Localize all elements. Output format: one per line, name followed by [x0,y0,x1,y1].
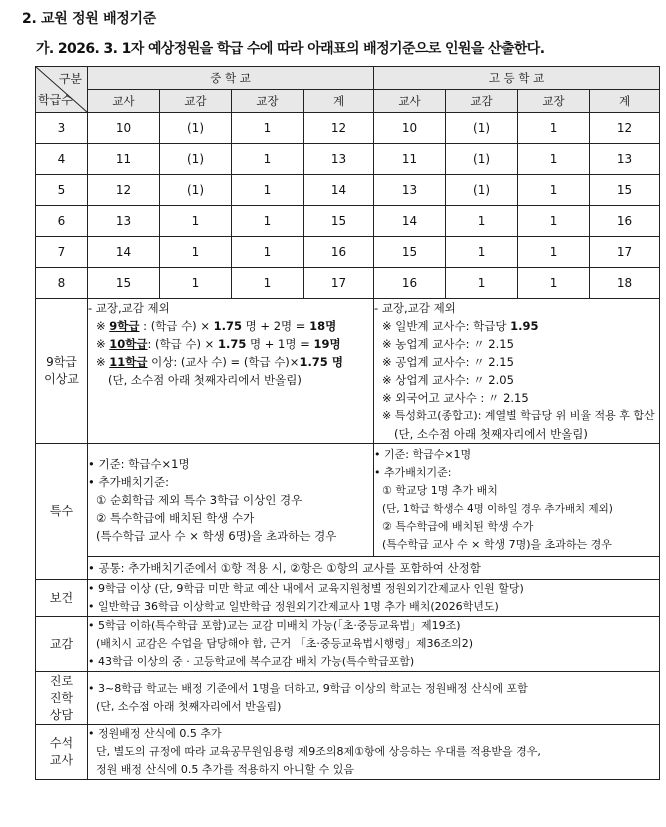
column-header: 교사 [374,90,446,113]
table-row [36,206,660,237]
cell-value: 15 [88,268,160,299]
cell-value: 1 [446,206,518,237]
column-header: 교감 [446,90,518,113]
vice-principal-row [36,617,660,672]
cell-value: 15 [304,206,374,237]
cell-value: 1 [518,206,590,237]
cell-value: 12 [304,113,374,144]
cell-value: (1) [160,113,232,144]
career-row [36,672,660,725]
class-count: 7 [36,237,88,268]
class-count: 3 [36,113,88,144]
special-middle-school: • 기준: 학급수×1명 • 추가배치기준: ① 순회학급 제외 특수 3학급 이상인 경우 ② 특수학급에 배치된 학생 수가 (특수학급 교사 수 × 학생 6명)을 초과하는 경우 [88,444,374,557]
cell-value: 1 [518,237,590,268]
over9-middle-school: - 교장,교감 제외 ※ 9학급 : (학급 수) × 1.75 명 + 2명 = 18명 ※ 10학급: (학급 수) × 1.75 명 + 1명 = 19명 ※ 11학급 이상: (교사 수) = (학급 수)×1.75 명 (단, 소수점 아래 첫째자리에서 반올림) [88,299,374,444]
cell-value: 17 [304,268,374,299]
table-row [36,175,660,206]
head-teacher-row [36,725,660,780]
cell-value: 14 [304,175,374,206]
column-header: 계 [304,90,374,113]
column-header: 교사 [88,90,160,113]
health-row [36,580,660,617]
column-header: 교장 [232,90,304,113]
corner-header [36,67,88,113]
cell-value: 14 [374,206,446,237]
over9-label: 9학급 이상교 [36,299,88,444]
table-row [36,237,660,268]
cell-value: 1 [232,206,304,237]
cell-value: 16 [304,237,374,268]
column-header: 교장 [518,90,590,113]
table-row [36,144,660,175]
cell-value: 1 [518,113,590,144]
cell-value: 13 [374,175,446,206]
over9-row [36,299,660,444]
corner-top-label: 구분 [58,72,82,86]
cell-value: (1) [160,144,232,175]
cell-value: 1 [232,237,304,268]
special-high-school: • 기준: 학급수×1명 • 추가배치기준: ① 학교당 1명 추가 배치 (단, 1학급 학생수 4명 이하일 경우 추가배치 제외) ② 특수학급에 배치된 학생 수가 (특수학급 교사 수 × 학생 7명)을 초과하는 경우 [374,444,660,557]
cell-value: 1 [518,175,590,206]
cell-value: 12 [590,113,660,144]
cell-value: 11 [88,144,160,175]
cell-value: 1 [160,206,232,237]
high-school-header: 고 등 학 교 [374,67,660,90]
cell-value: (1) [446,113,518,144]
cell-value: 10 [88,113,160,144]
cell-value: 17 [590,237,660,268]
cell-value: 18 [590,268,660,299]
section-heading: 2. 교원 정원 배정기준 [22,11,156,27]
cell-value: 1 [232,113,304,144]
class-count: 8 [36,268,88,299]
table-row [36,268,660,299]
career-content: • 3~8학급 학교는 배정 기준에서 1명을 더하고, 9학급 이상의 학교는 정원배정 산식에 포함 (단, 소수점 아래 첫째자리에서 반올림) [88,672,660,725]
cell-value: 16 [590,206,660,237]
health-label: 보건 [36,580,88,617]
cell-value: 10 [374,113,446,144]
cell-value: 13 [590,144,660,175]
special-row [36,444,660,557]
corner-bottom-label: 학급수 [38,93,73,107]
cell-value: 16 [374,268,446,299]
cell-value: 1 [446,268,518,299]
cell-value: 1 [160,237,232,268]
column-header: 계 [590,90,660,113]
head-teacher-content: • 정원배정 산식에 0.5 추가 단, 별도의 규정에 따라 교육공무원임용령 제9조의8제①항에 상응하는 우대를 적용받을 경우, 정원 배정 산식에 0.5 추가를 적용하지 아니할 수 있음 [88,725,660,780]
head-teacher-label: 수석 교사 [36,725,88,780]
cell-value: 12 [88,175,160,206]
cell-value: (1) [446,175,518,206]
health-content: • 9학급 이상 (단, 9학급 미만 학교 예산 내에서 교육지원청별 정원외기간제교사 인원 할당) • 일반학급 36학급 이상학교 일반학급 정원외기간제교사 1명 추가 배치(2026학년도) [88,580,660,617]
cell-value: 1 [232,268,304,299]
vice-principal-content: • 5학급 이하(특수학급 포함)교는 교감 미배치 가능(「초·중등교육법」제19조) (배치시 교감은 수업을 담당해야 함, 근거 「초·중등교육법시행령」제36조의2) • 43학급 이상의 중 · 고등학교에 복수교감 배치 가능(특수학급포함) [88,617,660,672]
cell-value: 1 [518,144,590,175]
class-count: 4 [36,144,88,175]
cell-value: 1 [232,175,304,206]
cell-value: 15 [590,175,660,206]
cell-value: 15 [374,237,446,268]
class-count: 6 [36,206,88,237]
table-row [36,113,660,144]
cell-value: 13 [304,144,374,175]
section-subheading: 가. 2026. 3. 1자 예상정원을 학급 수에 따라 아래표의 배정기준으로 인원을 산출한다. [36,41,545,57]
cell-value: 1 [160,268,232,299]
column-header: 교감 [160,90,232,113]
staffing-table [35,66,660,780]
special-label: 특수 [36,444,88,580]
cell-value: 13 [88,206,160,237]
career-label: 진로 진학 상담 [36,672,88,725]
vice-principal-label: 교감 [36,617,88,672]
cell-value: 11 [374,144,446,175]
cell-value: 1 [446,237,518,268]
special-common: • 공통: 추가배치기준에서 ①항 적용 시, ②항은 ①항의 교사를 포함하여 산정함 [88,557,660,580]
cell-value: 1 [232,144,304,175]
cell-value: (1) [160,175,232,206]
cell-value: (1) [446,144,518,175]
cell-value: 1 [518,268,590,299]
class-count: 5 [36,175,88,206]
middle-school-header: 중 학 교 [88,67,374,90]
cell-value: 14 [88,237,160,268]
over9-high-school: - 교장,교감 제외 ※ 일반계 교사수: 학급당 1.95 ※ 농업계 교사수: 〃 2.15 ※ 공업계 교사수: 〃 2.15 ※ 상업계 교사수: 〃 2.05 ※ 외국어고 교사수 : 〃 2.15 ※ 특성화고(종합고): 계열별 학급당 위 비율 적용 후 합산 (단, 소수점 아래 첫째자리에서 반올림) [374,299,660,444]
